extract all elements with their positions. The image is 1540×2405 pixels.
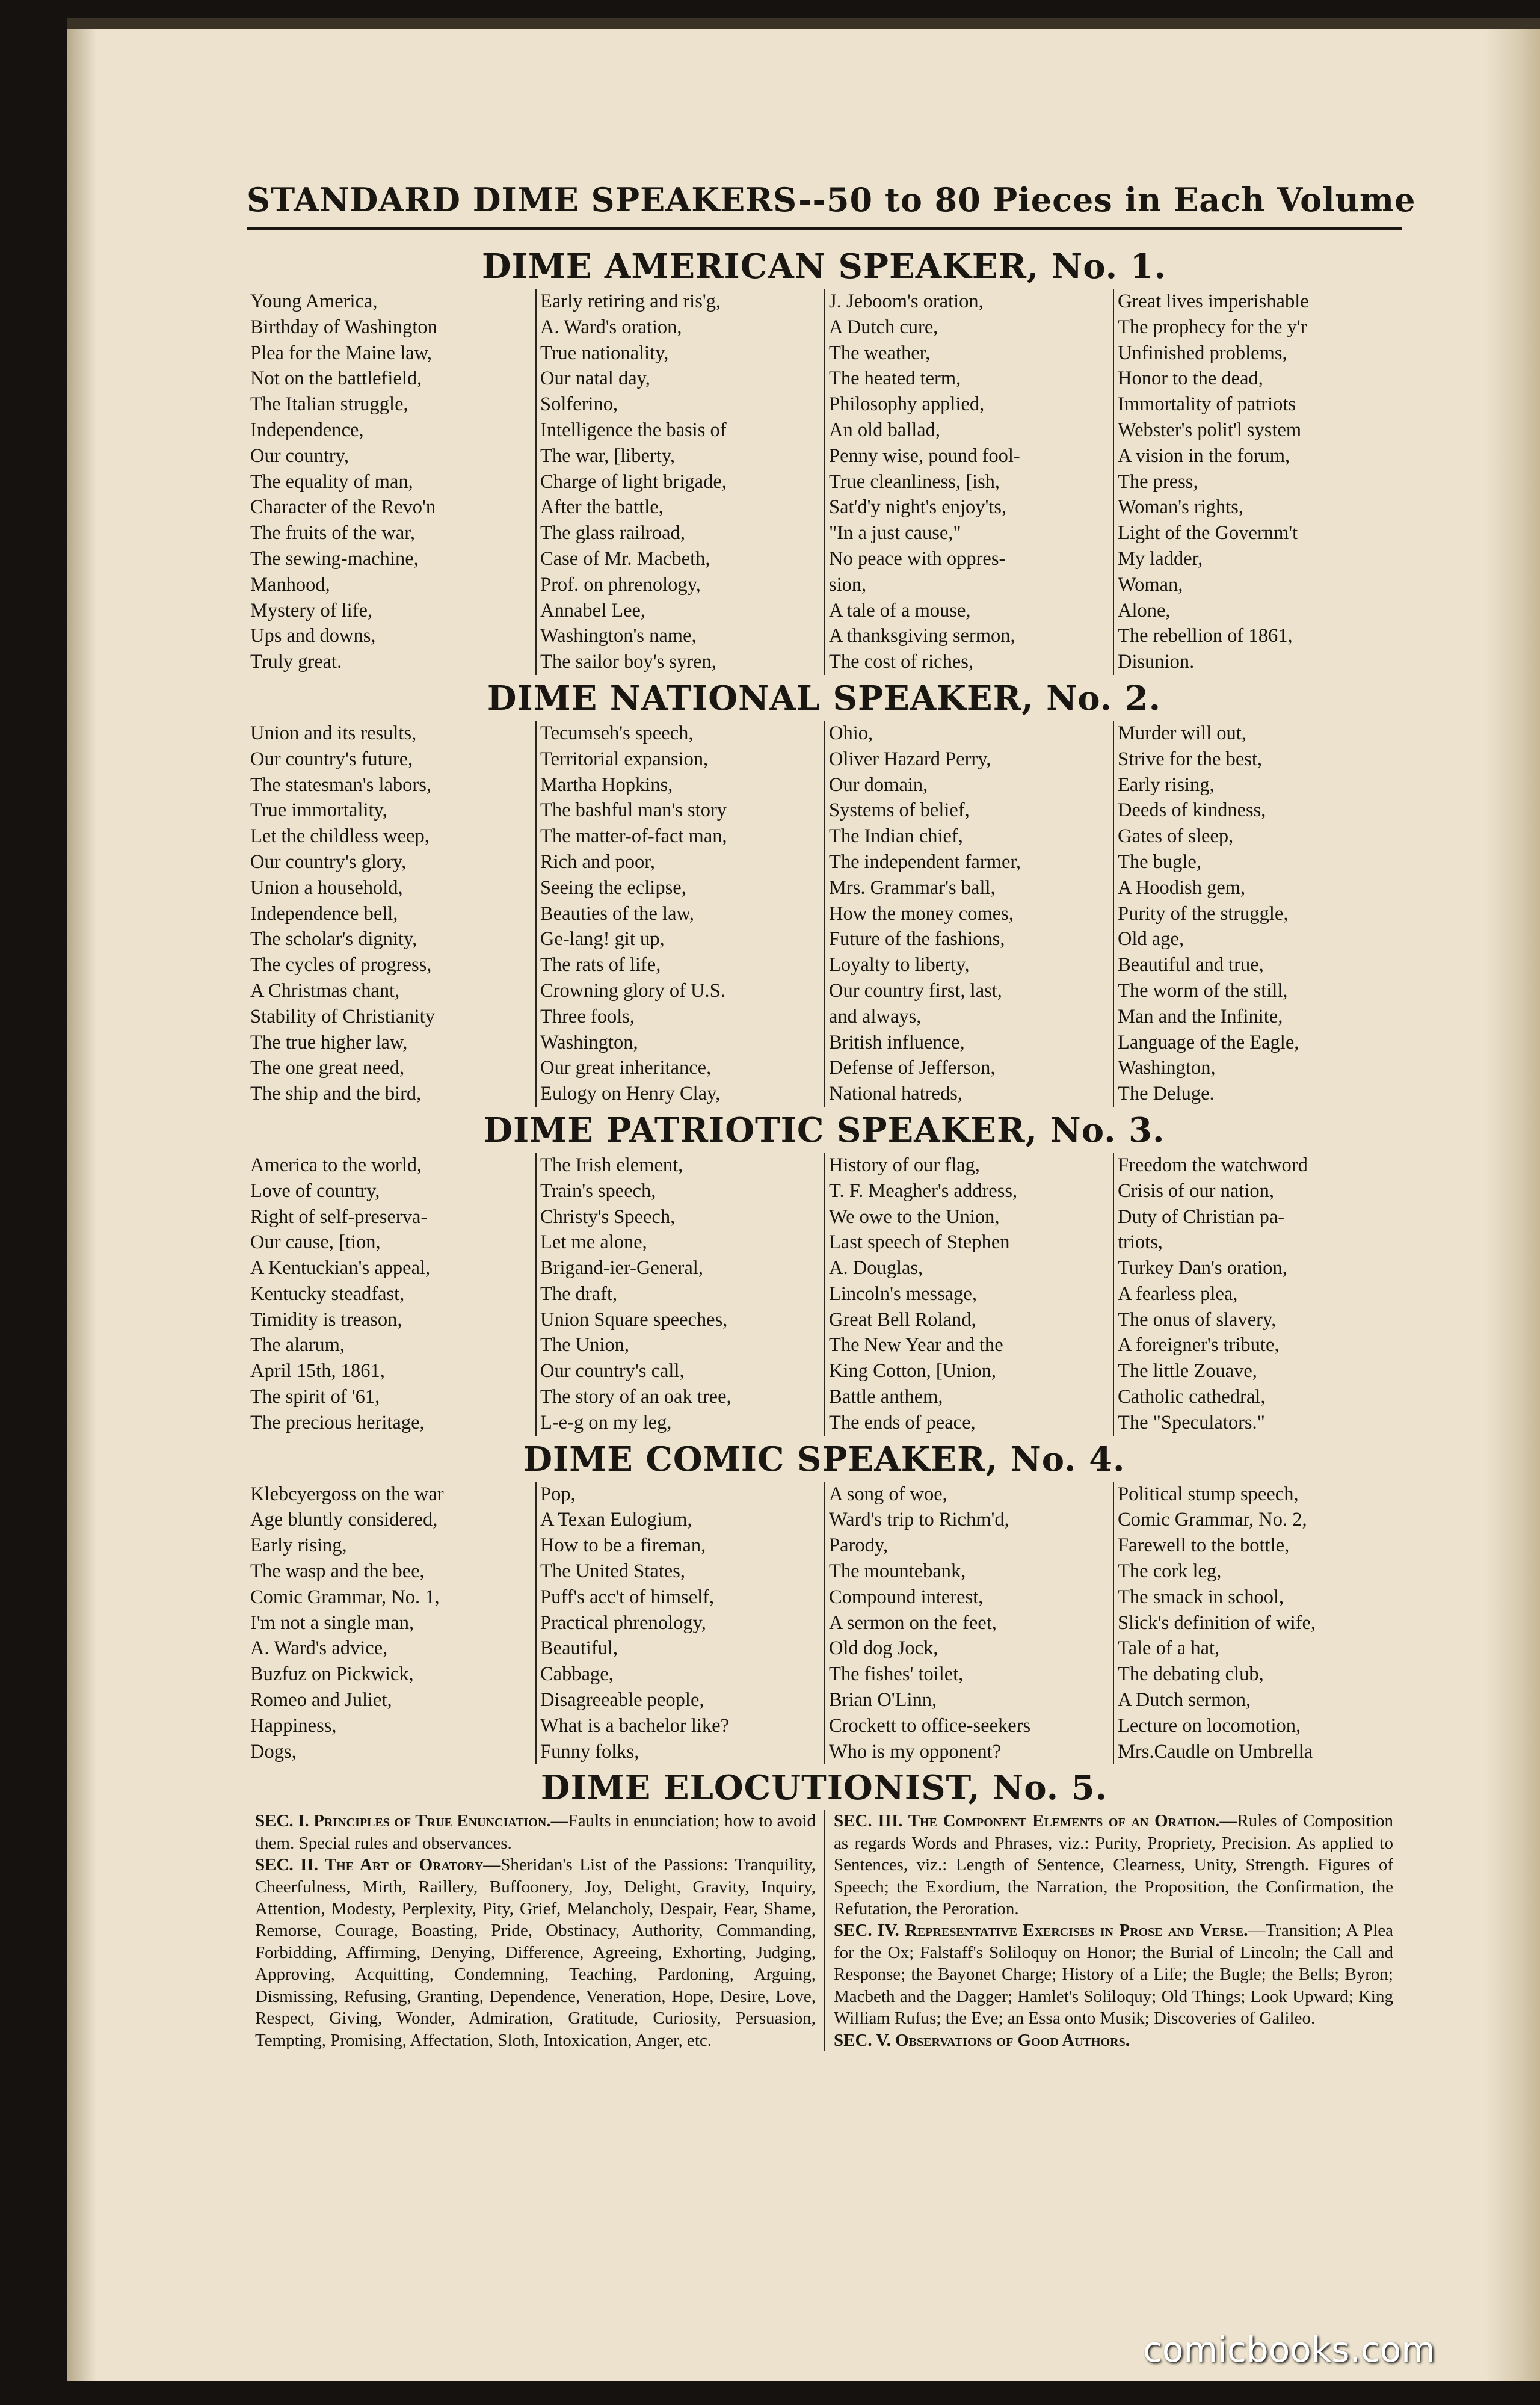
speech-title: A. Ward's oration, bbox=[540, 316, 682, 338]
speech-title: Strive for the best, bbox=[1118, 748, 1263, 770]
speech-title: The bugle, bbox=[1118, 851, 1201, 873]
contents-column bbox=[824, 289, 1113, 675]
speech-title: Our great inheritance, bbox=[540, 1057, 712, 1079]
speech-title: Compound interest, bbox=[829, 1586, 984, 1608]
speech-title: A Dutch sermon, bbox=[1118, 1689, 1251, 1711]
speech-title: Brian O'Linn, bbox=[829, 1689, 937, 1711]
contents-column bbox=[824, 721, 1113, 1107]
speech-title: Klebcyergoss on the war bbox=[250, 1483, 444, 1505]
speech-title: The little Zouave, bbox=[1118, 1360, 1257, 1382]
speech-title: Independence, bbox=[250, 419, 364, 441]
section-body: —Rules of Composition as regards Words and Phrases, viz.: Purity, Propriety, Precision. As applied to Sentences, viz.: Length of Sentence, Clearness, Unity, Strength. Figures of Speech; the Exordium, the Narration, the Proposition, the Confirmation, the Refutation, the Peroration. bbox=[834, 1811, 1394, 1919]
contents-column bbox=[1113, 1482, 1402, 1765]
speech-title: The press, bbox=[1118, 470, 1198, 493]
speech-title: The mountebank, bbox=[829, 1560, 966, 1583]
speech-title: The debating club, bbox=[1118, 1663, 1264, 1686]
speech-title: Unfinished problems, bbox=[1118, 342, 1287, 364]
speech-title: Birthday of Washington bbox=[250, 316, 437, 338]
speech-title: Alone, bbox=[1118, 599, 1171, 621]
speech-title: A foreigner's tribute, bbox=[1118, 1334, 1280, 1356]
speech-title: Comic Grammar, No. 1, bbox=[250, 1586, 440, 1608]
speech-title: True cleanliness, [ish, bbox=[829, 470, 1000, 493]
speech-title: The rebellion of 1861, bbox=[1118, 625, 1293, 647]
speech-title: Early retiring and ris'g, bbox=[540, 291, 721, 312]
speech-title: A vision in the forum, bbox=[1118, 445, 1290, 467]
speech-title: Freedom the watchword bbox=[1118, 1154, 1308, 1176]
speech-title: The ship and the bird, bbox=[250, 1083, 422, 1105]
speech-title: History of our flag, bbox=[829, 1154, 980, 1176]
speech-title: Annabel Lee, bbox=[540, 599, 646, 621]
speech-title: America to the world, bbox=[250, 1154, 422, 1176]
speech-title: The onus of slavery, bbox=[1118, 1308, 1277, 1331]
speech-title: Philosophy applied, bbox=[829, 393, 985, 416]
speech-title: A Christmas chant, bbox=[250, 979, 400, 1002]
speech-title: Future of the fashions, bbox=[829, 928, 1005, 950]
speech-title: Language of the Eagle, bbox=[1118, 1031, 1299, 1053]
speech-title: Independence bell, bbox=[250, 902, 398, 925]
speech-title: The cycles of progress, bbox=[250, 954, 432, 976]
speech-title: Charge of light brigade, bbox=[540, 470, 727, 493]
speech-title: Beautiful and true, bbox=[1118, 954, 1264, 976]
volume-title: DIME NATIONAL SPEAKER, No. 2. bbox=[487, 678, 1162, 718]
speech-title: Washington, bbox=[540, 1031, 638, 1053]
speech-title: Sat'd'y night's enjoy'ts, bbox=[829, 496, 1007, 519]
speech-title: Murder will out, bbox=[1118, 722, 1246, 744]
elocution-section bbox=[255, 1810, 816, 1854]
speech-title: The rats of life, bbox=[540, 954, 661, 976]
site-watermark: comicbooks.com bbox=[1143, 2329, 1435, 2370]
volume-title: DIME COMIC SPEAKER, No. 4. bbox=[523, 1439, 1126, 1479]
speech-title: Character of the Revo'n bbox=[250, 496, 436, 519]
speech-title: Plea for the Maine law, bbox=[250, 342, 433, 364]
speech-title: The heated term, bbox=[829, 368, 961, 390]
page-gutter-shadow bbox=[67, 29, 96, 2381]
speech-title: Tecumseh's speech, bbox=[540, 722, 694, 744]
section-heading: SEC. II. The Art of Oratory— bbox=[255, 1855, 501, 1875]
volume-contents bbox=[247, 1153, 1402, 1436]
speech-title: Duty of Christian pa- bbox=[1118, 1206, 1285, 1228]
speech-title: Union Square speeches, bbox=[540, 1308, 728, 1331]
speech-title: We owe to the Union, bbox=[829, 1206, 1000, 1228]
speech-title: Tale of a hat, bbox=[1118, 1637, 1220, 1660]
speech-title: The scholar's dignity, bbox=[250, 928, 417, 950]
speech-title: Mrs.Caudle on Umbrella bbox=[1118, 1740, 1313, 1763]
speech-title: A Hoodish gem, bbox=[1118, 876, 1246, 899]
speech-title: A sermon on the feet, bbox=[829, 1612, 997, 1634]
speech-title: The story of an oak tree, bbox=[540, 1386, 732, 1408]
speech-title: Woman's rights, bbox=[1118, 496, 1244, 519]
speech-title: Territorial expansion, bbox=[540, 748, 709, 770]
speech-title: "In a just cause," bbox=[829, 522, 961, 544]
speech-title: The ends of peace, bbox=[829, 1411, 976, 1433]
contents-column bbox=[247, 1153, 535, 1436]
page-right-edge bbox=[1486, 29, 1540, 2381]
speech-title: Three fools, bbox=[540, 1005, 635, 1027]
section-body: Sheridan's List of the Passions: Tranquility, Cheerfulness, Mirth, Raillery, Buffoonery, Joy, Delight, Gravity, Inquiry, Attention, Modesty, Perplexity, Pity, Grief, Melancholy, Despair, Fear, Shame, Remorse, Courage, Boasting, Pride, Obstinacy, Authority, Commanding, Forbidding, Affirming, Denying, Difference, Agreeing, Exhorting, Judging, Approving, Acquitting, Condemning, Teaching, Pardoning, Arguing, Dismissing, Refusing, Granting, Dependence, Veneration, Hope, Desire, Love, Respect, Giving, Wonder, Admiration, Gratitude, Curiosity, Persuasion, Tempting, Promising, Affectation, Sloth, Intoxication, Anger, etc. bbox=[255, 1855, 816, 2050]
speech-title: Immortality of patriots bbox=[1118, 393, 1296, 416]
elocutionist-left-column bbox=[247, 1810, 824, 2051]
speech-title: The sailor boy's syren, bbox=[540, 651, 716, 673]
speech-title: The worm of the still, bbox=[1118, 979, 1288, 1002]
contents-column bbox=[1113, 721, 1402, 1107]
speech-title: Washington, bbox=[1118, 1057, 1216, 1079]
speech-title: Our natal day, bbox=[540, 368, 650, 390]
speech-title: Cabbage, bbox=[540, 1663, 614, 1686]
speech-title: Solferino, bbox=[540, 393, 618, 416]
speech-title: Farewell to the bottle, bbox=[1118, 1535, 1290, 1557]
speech-title: Brigand-ier-General, bbox=[540, 1257, 703, 1279]
speech-title: After the battle, bbox=[540, 496, 664, 519]
speech-title: The New Year and the bbox=[829, 1334, 1003, 1356]
speech-title: The Italian struggle, bbox=[250, 393, 408, 416]
speech-title: Mrs. Grammar's ball, bbox=[829, 876, 996, 899]
speech-title: Our domain, bbox=[829, 774, 928, 796]
speech-title: Buzfuz on Pickwick, bbox=[250, 1663, 414, 1686]
speech-title: Case of Mr. Macbeth, bbox=[540, 547, 710, 570]
elocution-section bbox=[834, 1920, 1393, 2029]
speech-title: L-e-g on my leg, bbox=[540, 1411, 672, 1433]
speech-title: Not on the battlefield, bbox=[250, 368, 422, 390]
volume-list bbox=[247, 247, 1402, 1764]
speech-title: Parody, bbox=[829, 1535, 889, 1557]
elocution-section bbox=[834, 2030, 1393, 2051]
speech-title: No peace with oppres- bbox=[829, 547, 1006, 570]
elocutionist-contents bbox=[247, 1810, 1402, 2051]
speech-title: The alarum, bbox=[250, 1334, 345, 1356]
contents-column bbox=[247, 289, 535, 675]
speech-title: The true higher law, bbox=[250, 1031, 408, 1053]
speech-title: Systems of belief, bbox=[829, 799, 970, 822]
speech-title: Christy's Speech, bbox=[540, 1206, 676, 1228]
speech-title: Kentucky steadfast, bbox=[250, 1283, 405, 1305]
contents-column bbox=[824, 1153, 1113, 1436]
speech-title: Penny wise, pound fool- bbox=[829, 445, 1020, 467]
speech-title: A tale of a mouse, bbox=[829, 599, 971, 621]
speech-title: Truly great. bbox=[250, 651, 342, 673]
speech-title: Ge-lang! git up, bbox=[540, 928, 665, 950]
speech-title: Our cause, [tion, bbox=[250, 1231, 381, 1254]
section-heading: SEC. III. The Component Elements of an Oration. bbox=[834, 1811, 1220, 1831]
speech-title: Lecture on locomotion, bbox=[1118, 1714, 1301, 1737]
speech-title: The bashful man's story bbox=[540, 799, 727, 822]
speech-title: T. F. Meagher's address, bbox=[829, 1180, 1018, 1202]
speech-title: Comic Grammar, No. 2, bbox=[1118, 1509, 1307, 1531]
elocution-section bbox=[834, 1810, 1393, 1920]
speech-title: Intelligence the basis of bbox=[540, 419, 727, 441]
speech-title: The equality of man, bbox=[250, 470, 413, 493]
speech-title: The spirit of '61, bbox=[250, 1386, 380, 1408]
speech-title: The Irish element, bbox=[540, 1154, 683, 1176]
speech-title: Disagreeable people, bbox=[540, 1689, 704, 1711]
contents-column bbox=[824, 1482, 1113, 1765]
speech-title: Let me alone, bbox=[540, 1231, 647, 1254]
speech-title: The United States, bbox=[540, 1560, 685, 1583]
speech-title: A song of woe, bbox=[829, 1483, 947, 1505]
speech-title: Man and the Infinite, bbox=[1118, 1005, 1283, 1027]
speech-title: King Cotton, [Union, bbox=[829, 1360, 997, 1382]
contents-column bbox=[535, 1153, 824, 1436]
section-heading: SEC. I. Principles of True Enunciation. bbox=[255, 1811, 551, 1831]
speech-title: Purity of the struggle, bbox=[1118, 902, 1289, 925]
speech-title: Pop, bbox=[540, 1483, 576, 1505]
contents-column bbox=[1113, 1153, 1402, 1436]
speech-title: Happiness, bbox=[250, 1714, 337, 1737]
speech-title: Union a household, bbox=[250, 876, 403, 899]
speech-title: Lincoln's message, bbox=[829, 1283, 977, 1305]
speech-title: April 15th, 1861, bbox=[250, 1360, 385, 1382]
speech-title: Our country, bbox=[250, 445, 349, 467]
speech-title: The fishes' toilet, bbox=[829, 1663, 964, 1686]
speech-title: Practical phrenology, bbox=[540, 1612, 706, 1634]
speech-title: Let the childless weep, bbox=[250, 825, 430, 848]
speech-title: How the money comes, bbox=[829, 902, 1014, 925]
speech-title: Puff's acc't of himself, bbox=[540, 1586, 715, 1608]
speech-title: A Texan Eulogium, bbox=[540, 1509, 692, 1531]
volume-title: DIME AMERICAN SPEAKER, No. 1. bbox=[481, 247, 1167, 286]
elocutionist-right-column bbox=[824, 1810, 1402, 2051]
speech-title: Early rising, bbox=[1118, 774, 1215, 796]
speech-title: I'm not a single man, bbox=[250, 1612, 414, 1634]
speech-title: Webster's polit'l system bbox=[1118, 419, 1302, 441]
speech-title: Old age, bbox=[1118, 928, 1184, 950]
speech-title: sion, bbox=[829, 573, 867, 596]
speech-title: The Deluge. bbox=[1118, 1083, 1215, 1105]
speech-title: Dogs, bbox=[250, 1740, 297, 1763]
contents-column bbox=[535, 1482, 824, 1765]
speech-title: Ohio, bbox=[829, 722, 873, 744]
volume-contents bbox=[247, 289, 1402, 675]
speech-title: Disunion. bbox=[1118, 651, 1195, 673]
speech-title: Woman, bbox=[1118, 573, 1183, 596]
speech-title: Our country's call, bbox=[540, 1360, 685, 1382]
speech-title: Eulogy on Henry Clay, bbox=[540, 1083, 721, 1105]
speech-title: A thanksgiving sermon, bbox=[829, 625, 1015, 647]
contents-column bbox=[247, 721, 535, 1107]
speech-title: Age bluntly considered, bbox=[250, 1509, 438, 1531]
speech-title: Defense of Jefferson, bbox=[829, 1057, 996, 1079]
speech-title: Washington's name, bbox=[540, 625, 697, 647]
speech-title: Crockett to office-seekers bbox=[829, 1714, 1031, 1737]
speech-title: Turkey Dan's oration, bbox=[1118, 1257, 1287, 1279]
speech-title: Old dog Jock, bbox=[829, 1637, 938, 1660]
speech-title: The weather, bbox=[829, 342, 931, 364]
contents-column bbox=[1113, 289, 1402, 675]
speech-title: and always, bbox=[829, 1005, 922, 1027]
speech-title: A fearless plea, bbox=[1118, 1283, 1238, 1305]
speech-title: Ward's trip to Richm'd, bbox=[829, 1509, 1009, 1531]
speech-title: A. Ward's advice, bbox=[250, 1637, 388, 1660]
section-body: —Faults in enunciation; how to avoid them. Special rules and observances. bbox=[255, 1811, 816, 1853]
speech-title: Great Bell Roland, bbox=[829, 1308, 976, 1331]
section-heading: SEC. IV. Representative Exercises in Prose and Verse. bbox=[834, 1921, 1248, 1941]
speech-title: Young America, bbox=[250, 291, 378, 312]
banner-rule bbox=[247, 227, 1402, 230]
speech-title: Battle anthem, bbox=[829, 1386, 943, 1408]
speech-title: Rich and poor, bbox=[540, 851, 655, 873]
speech-title: Seeing the eclipse, bbox=[540, 876, 686, 899]
speech-title: The matter-of-fact man, bbox=[540, 825, 727, 848]
speech-title: The statesman's labors, bbox=[250, 774, 431, 796]
speech-title: The draft, bbox=[540, 1283, 618, 1305]
speech-title: A. Douglas, bbox=[829, 1257, 923, 1279]
speech-title: What is a bachelor like? bbox=[540, 1714, 730, 1737]
speech-title: Stability of Christianity bbox=[250, 1005, 435, 1027]
speech-title: Slick's definition of wife, bbox=[1118, 1612, 1316, 1634]
speech-title: The cork leg, bbox=[1118, 1560, 1222, 1583]
volume-title: DIME PATRIOTIC SPEAKER, No. 3. bbox=[483, 1110, 1165, 1150]
speech-title: Crowning glory of U.S. bbox=[540, 979, 725, 1002]
speech-title: Honor to the dead, bbox=[1118, 368, 1263, 390]
speech-title: The one great need, bbox=[250, 1057, 405, 1079]
speech-title: Oliver Hazard Perry, bbox=[829, 748, 991, 770]
speech-title: Loyalty to liberty, bbox=[829, 954, 970, 976]
speech-title: triots, bbox=[1118, 1231, 1163, 1254]
speech-title: Our country's future, bbox=[250, 748, 413, 770]
speech-title: The prophecy for the y'r bbox=[1118, 316, 1307, 338]
speech-title: The war, [liberty, bbox=[540, 445, 675, 467]
speech-title: Beauties of the law, bbox=[540, 902, 695, 925]
speech-title: True nationality, bbox=[540, 342, 669, 364]
speech-title: J. Jeboom's oration, bbox=[829, 291, 984, 312]
speech-title: The sewing-machine, bbox=[250, 547, 419, 570]
speech-title: Early rising, bbox=[250, 1535, 347, 1557]
contents-column bbox=[535, 721, 824, 1107]
speech-title: Great lives imperishable bbox=[1118, 291, 1309, 312]
elocution-section bbox=[255, 1854, 816, 2051]
speech-title: Timidity is treason, bbox=[250, 1308, 402, 1331]
speech-title: Last speech of Stephen bbox=[829, 1231, 1010, 1254]
speech-title: Catholic cathedral, bbox=[1118, 1386, 1266, 1408]
speech-title: Our country first, last, bbox=[829, 979, 1002, 1002]
speech-title: Gates of sleep, bbox=[1118, 825, 1234, 848]
speech-title: A Kentuckian's appeal, bbox=[250, 1257, 431, 1279]
volume-contents bbox=[247, 721, 1402, 1107]
speech-title: The Union, bbox=[540, 1334, 630, 1356]
speech-title: Beautiful, bbox=[540, 1637, 618, 1660]
speech-title: National hatreds, bbox=[829, 1083, 963, 1105]
speech-title: Union and its results, bbox=[250, 722, 417, 744]
speech-title: An old ballad, bbox=[829, 419, 941, 441]
section-body: —Transition; A Plea for the Ox; Falstaff's Soliloquy on Honor; the Burial of Lincoln; the Call and Response; the Bayonet Charge; History of a Life; the Bugle; the Bells; Byron; Macbeth and the Dagger; Hamlet's Soliloquy; Old Things; Look Upward; King William Rufus; the Eve; an Essa onto Musik; Discoveries of Galileo. bbox=[834, 1921, 1393, 2028]
contents-column bbox=[247, 1482, 535, 1765]
speech-title: The precious heritage, bbox=[250, 1411, 425, 1433]
speech-title: The Indian chief, bbox=[829, 825, 963, 848]
speech-title: True immortality, bbox=[250, 799, 387, 822]
speech-title: Love of country, bbox=[250, 1180, 380, 1202]
page-content bbox=[247, 180, 1416, 2051]
speech-title: Who is my opponent? bbox=[829, 1740, 1002, 1763]
speech-title: British influence, bbox=[829, 1031, 965, 1053]
speech-title: Prof. on phrenology, bbox=[540, 573, 701, 596]
volume-contents bbox=[247, 1482, 1402, 1765]
speech-title: Deeds of kindness, bbox=[1118, 799, 1266, 822]
speech-title: The cost of riches, bbox=[829, 651, 974, 673]
speech-title: How to be a fireman, bbox=[540, 1535, 706, 1557]
speech-title: The "Speculators." bbox=[1118, 1411, 1265, 1433]
speech-title: Manhood, bbox=[250, 573, 330, 596]
speech-title: Funny folks, bbox=[540, 1740, 639, 1763]
speech-title: Ups and downs, bbox=[250, 625, 376, 647]
speech-title: Political stump speech, bbox=[1118, 1483, 1299, 1505]
speech-title: The glass railroad, bbox=[540, 522, 685, 544]
speech-title: The smack in school, bbox=[1118, 1586, 1284, 1608]
speech-title: Mystery of life, bbox=[250, 599, 373, 621]
speech-title: My ladder, bbox=[1118, 547, 1203, 570]
speech-title: Right of self-preserva- bbox=[250, 1206, 428, 1228]
speech-title: Our country's glory, bbox=[250, 851, 407, 873]
speech-title: Romeo and Juliet, bbox=[250, 1689, 392, 1711]
elocutionist-title: DIME ELOCUTIONIST, No. 5. bbox=[540, 1768, 1108, 1808]
speech-title: A Dutch cure, bbox=[829, 316, 938, 338]
speech-title: Light of the Governm't bbox=[1118, 522, 1298, 544]
section-heading: SEC. V. Observations of Good Authors. bbox=[834, 2030, 1130, 2050]
speech-title: Train's speech, bbox=[540, 1180, 656, 1202]
speech-title: The independent farmer, bbox=[829, 851, 1021, 873]
speech-title: The fruits of the war, bbox=[250, 522, 415, 544]
contents-column bbox=[535, 289, 824, 675]
speech-title: Crisis of our nation, bbox=[1118, 1180, 1274, 1202]
series-banner: STANDARD DIME SPEAKERS--50 to 80 Pieces in Each Volume bbox=[247, 180, 1416, 219]
speech-title: Martha Hopkins, bbox=[540, 774, 673, 796]
speech-title: The wasp and the bee, bbox=[250, 1560, 425, 1583]
